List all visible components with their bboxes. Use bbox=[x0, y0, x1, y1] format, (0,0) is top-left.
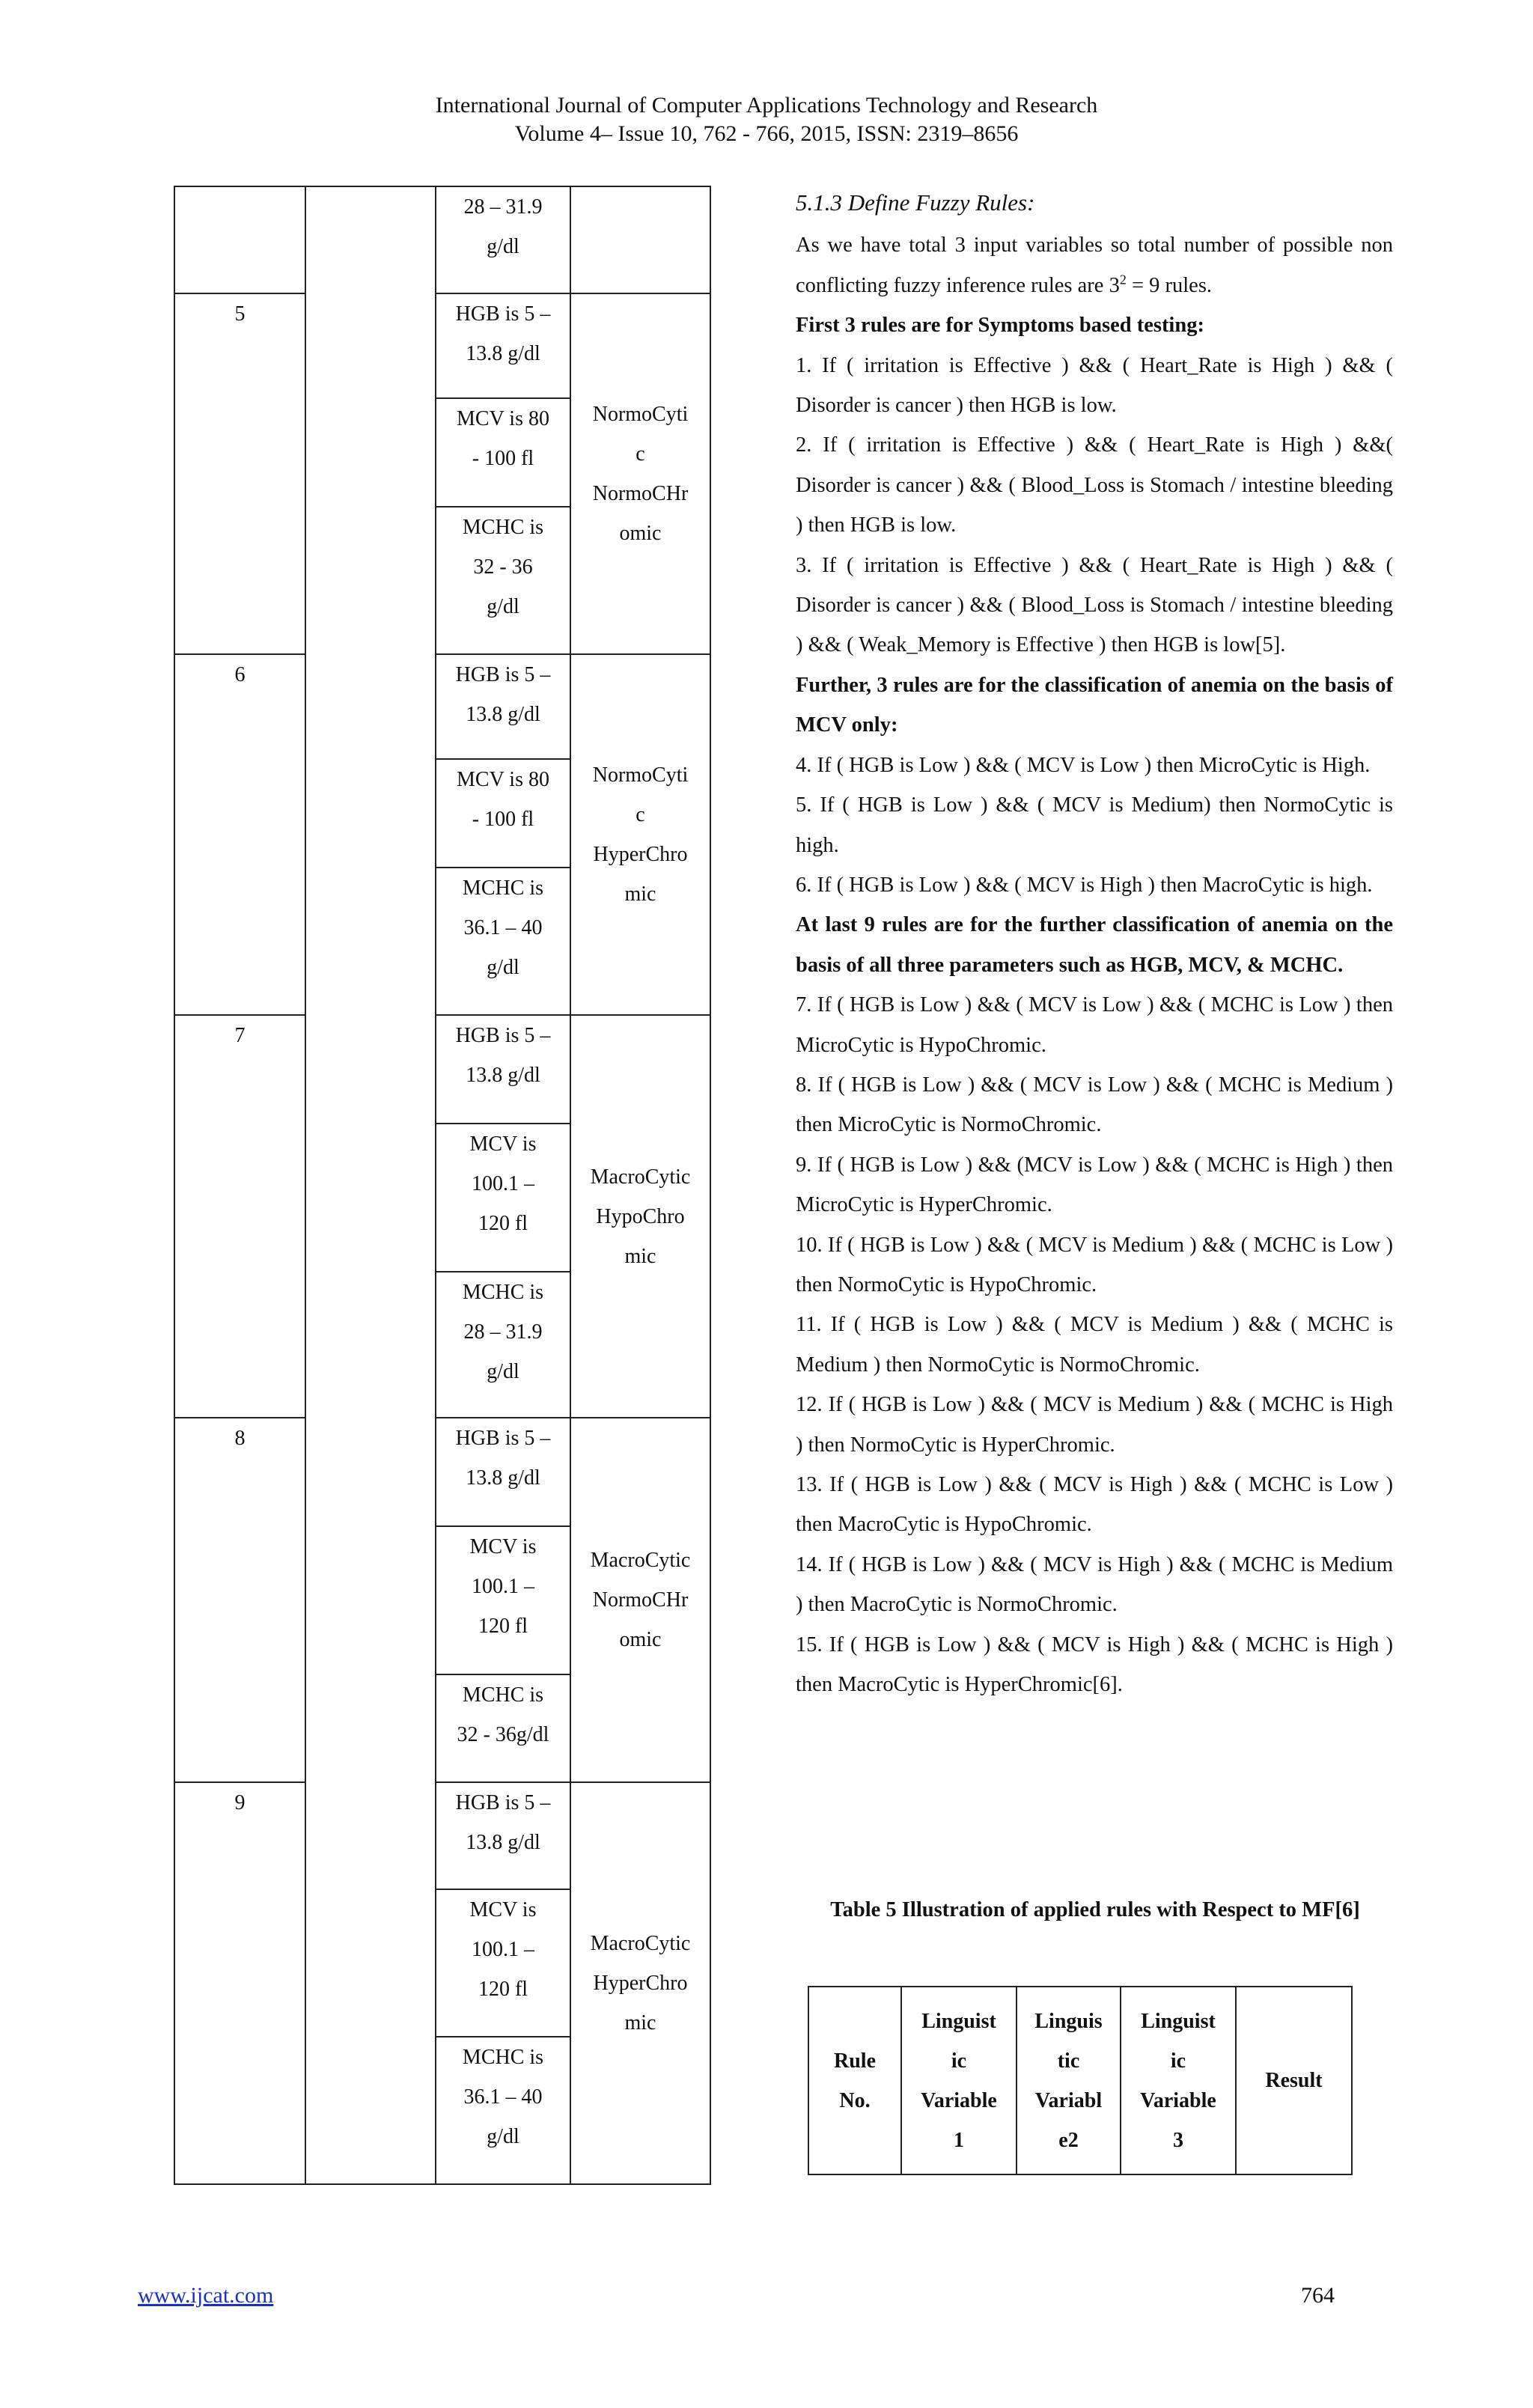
rule-3: 3. If ( irritation is Effective ) && ( Heart_Rate is High ) && ( Disorder is cancer ) && ( Blood_Loss is Stomach / intestine bleeding ) && ( Weak_Memory is Effective ) then HGB is low[5]. bbox=[796, 553, 1393, 657]
journal-link[interactable]: www.ijcat.com bbox=[138, 2283, 274, 2308]
table5-header-var3: Linguist ic Variable 3 bbox=[1121, 1987, 1236, 2174]
table-cell: MCV is 100.1 – 120 fl bbox=[436, 1526, 570, 1674]
table-cell: MCV is 100.1 – 120 fl bbox=[436, 1124, 570, 1272]
journal-header bbox=[0, 91, 1533, 148]
rule-13: 13. If ( HGB is Low ) && ( MCV is High ) && ( MCHC is Low ) then MacroCytic is HypoChromic. bbox=[796, 1473, 1393, 1537]
table5 bbox=[808, 1986, 1353, 2175]
rule-6: 6. If ( HGB is Low ) && ( MCV is High ) then MacroCytic is high. bbox=[796, 873, 1373, 897]
subheading-symptoms: First 3 rules are for Symptoms based testing: bbox=[796, 314, 1204, 338]
intro-paragraph bbox=[796, 225, 1393, 305]
fuzzy-rules-section bbox=[796, 183, 1393, 1704]
table5-header-var1: Linguist ic Variable 1 bbox=[901, 1987, 1017, 2174]
rule-15: 15. If ( HGB is Low ) && ( MCV is High ) && ( MCHC is High ) then MacroCytic is HyperChromic[6]. bbox=[796, 1633, 1393, 1697]
table-cell: MCHC is 32 - 36g/dl bbox=[436, 1674, 570, 1782]
table-cell bbox=[174, 186, 305, 293]
table-cell: MCHC is 36.1 – 40 g/dl bbox=[436, 2037, 570, 2184]
table5-caption: Table 5 Illustration of applied rules with Respect to MF[6] bbox=[830, 1898, 1360, 1921]
rule-1: 1. If ( irritation is Effective ) && ( Heart_Rate is High ) && ( Disorder is cancer ) then HGB is low. bbox=[796, 353, 1393, 418]
table-cell: HGB is 5 – 13.8 g/dl bbox=[436, 1418, 570, 1526]
result-cell: MacroCytic HyperChro mic bbox=[570, 1782, 710, 2184]
intro-text-end: = 9 rules. bbox=[1126, 273, 1213, 297]
page-number: 764 bbox=[1301, 2283, 1335, 2308]
rule-4: 4. If ( HGB is Low ) && ( MCV is Low ) then MicroCytic is High. bbox=[796, 753, 1371, 777]
journal-title: International Journal of Computer Applications Technology and Research bbox=[435, 93, 1098, 118]
rule-5: 5. If ( HGB is Low ) && ( MCV is Medium) then NormoCytic is high. bbox=[796, 793, 1393, 857]
rule-9: 9. If ( HGB is Low ) && (MCV is Low ) && ( MCHC is High ) then MicroCytic is HyperChromic. bbox=[796, 1153, 1393, 1217]
table-cell: HGB is 5 – 13.8 g/dl bbox=[436, 293, 570, 398]
table-cell: MCHC is 28 – 31.9 g/dl bbox=[436, 1272, 570, 1418]
table-cell: HGB is 5 – 13.8 g/dl bbox=[436, 654, 570, 759]
table-cell: MCHC is 32 - 36 g/dl bbox=[436, 507, 570, 654]
table5-header-var2: Linguis tic Variabl e2 bbox=[1017, 1987, 1121, 2174]
intro-exponent: 2 bbox=[1119, 272, 1127, 287]
rule-number: 5 bbox=[174, 293, 305, 654]
result-cell: NormoCyti c NormoCHr omic bbox=[570, 293, 710, 654]
table-cell: MCHC is 36.1 – 40 g/dl bbox=[436, 868, 570, 1015]
table-cell: HGB is 5 – 13.8 g/dl bbox=[436, 1782, 570, 1889]
rule-number: 8 bbox=[174, 1418, 305, 1782]
table-cell: HGB is 5 – 13.8 g/dl bbox=[436, 1015, 570, 1124]
intro-text: As we have total 3 input variables so total number of possible non conflicting fuzzy inference rules are 3 bbox=[796, 234, 1393, 297]
rule-12: 12. If ( HGB is Low ) && ( MCV is Medium ) && ( MCHC is High ) then NormoCytic is HyperChromic. bbox=[796, 1393, 1393, 1457]
rule-2: 2. If ( irritation is Effective ) && ( Heart_Rate is High ) &&( Disorder is cancer ) && ( Blood_Loss is Stomach / intestine bleeding ) then HGB is low. bbox=[796, 433, 1393, 537]
table-cell bbox=[570, 186, 710, 293]
subheading-mcv: Further, 3 rules are for the classification of anemia on the basis of MCV only: bbox=[796, 673, 1393, 737]
rule-7: 7. If ( HGB is Low ) && ( MCV is Low ) && ( MCHC is Low ) then MicroCytic is HypoChromic. bbox=[796, 993, 1393, 1057]
result-cell: MacroCytic HypoChro mic bbox=[570, 1015, 710, 1418]
table-cell: MCV is 100.1 – 120 fl bbox=[436, 1889, 570, 2037]
rule-number: 6 bbox=[174, 654, 305, 1015]
subheading-all: At last 9 rules are for the further classification of anemia on the basis of all three parameters such as HGB, MCV, & MCHC. bbox=[796, 913, 1393, 977]
table-cell: 28 – 31.9 g/dl bbox=[436, 186, 570, 293]
rule-8: 8. If ( HGB is Low ) && ( MCV is Low ) && ( MCHC is Medium ) then MicroCytic is NormoChromic. bbox=[796, 1073, 1393, 1137]
mf-continuation-table bbox=[174, 186, 711, 2185]
result-cell: MacroCytic NormoCHr omic bbox=[570, 1418, 710, 1782]
journal-issue: Volume 4– Issue 10, 762 - 766, 2015, ISSN: 2319–8656 bbox=[514, 121, 1019, 146]
table-cell: MCV is 80 - 100 fl bbox=[436, 398, 570, 507]
rule-10: 10. If ( HGB is Low ) && ( MCV is Medium ) && ( MCHC is Low ) then NormoCytic is HypoChromic. bbox=[796, 1233, 1393, 1296]
rule-14: 14. If ( HGB is Low ) && ( MCV is High ) && ( MCHC is Medium ) then MacroCytic is NormoChromic. bbox=[796, 1552, 1393, 1617]
table5-header-rule-no: Rule No. bbox=[808, 1987, 901, 2174]
result-cell: NormoCyti c HyperChro mic bbox=[570, 654, 710, 1015]
table5-header-result: Result bbox=[1236, 1987, 1352, 2174]
section-heading: 5.1.3 Define Fuzzy Rules: bbox=[796, 189, 1035, 216]
table-cell: MCV is 80 - 100 fl bbox=[436, 759, 570, 868]
rule-11: 11. If ( HGB is Low ) && ( MCV is Medium ) && ( MCHC is Medium ) then NormoCytic is NormoChromic. bbox=[796, 1313, 1393, 1377]
table-cell bbox=[305, 186, 436, 2184]
rule-number: 9 bbox=[174, 1782, 305, 2184]
rule-number: 7 bbox=[174, 1015, 305, 1418]
